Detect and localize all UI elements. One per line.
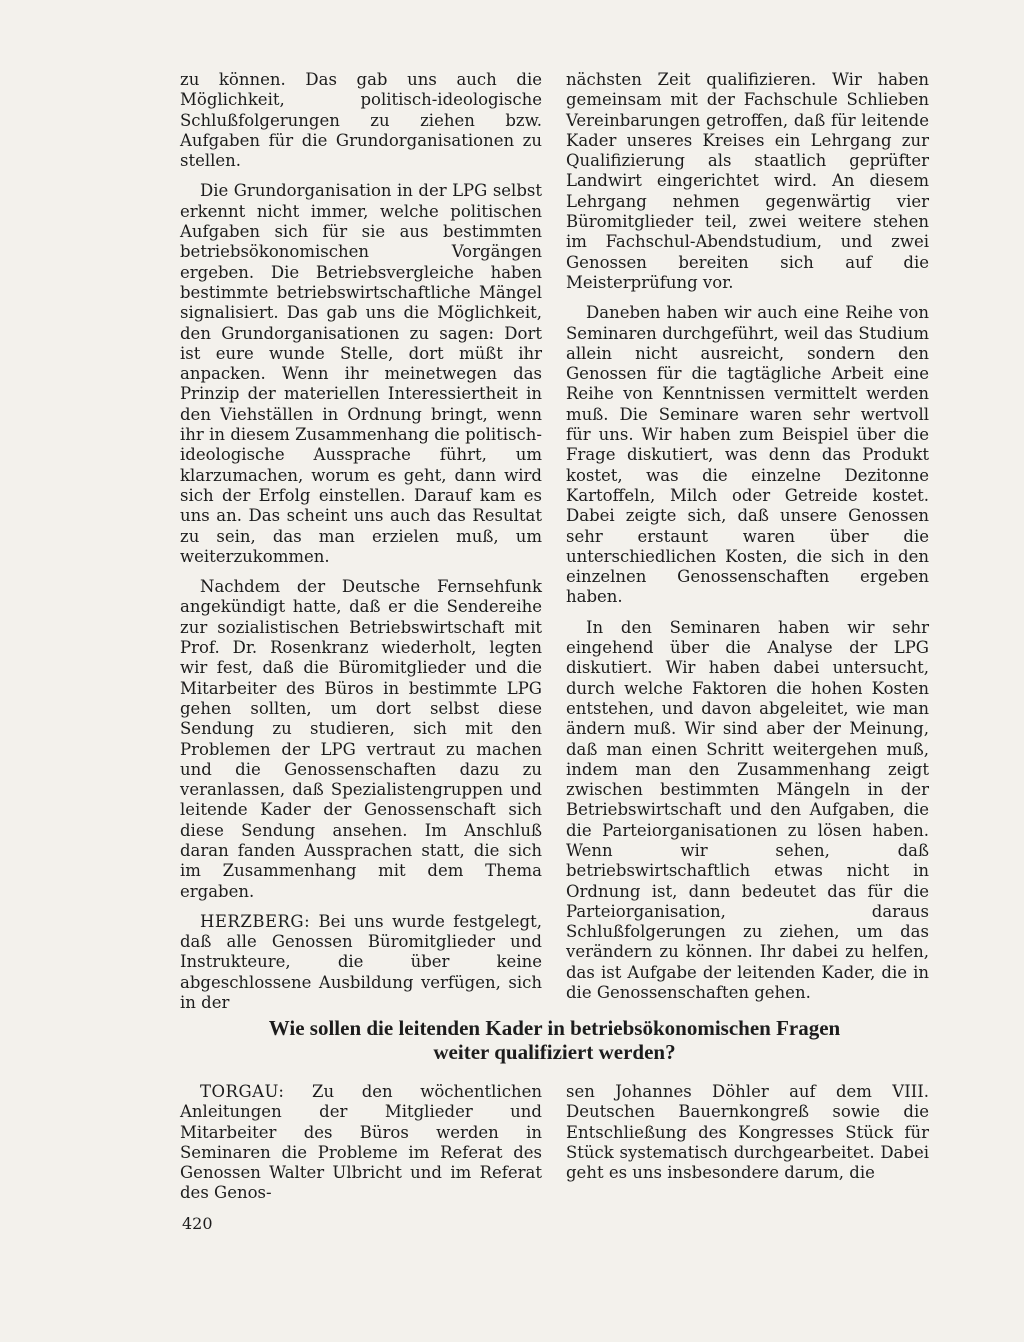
paragraph: zu können. Das gab uns auch die Möglichkeit, politisch-ideologische Schlußfolgerungen zu ziehen bzw. Aufgaben für die Grundorganisationen zu stellen.	[180, 70, 542, 171]
section-heading-line: Wie sollen die leitenden Kader in betriebsökonomischen Fragen	[268, 1016, 841, 1040]
paragraph: nächsten Zeit qualifizieren. Wir haben gemeinsam mit der Fachschule Schlieben Vereinbarungen getroffen, daß für leitende Kader unseres Kreises ein Lehrgang zur Qualifizierung als staatlich geprüfter Landwirt eingerichtet wird. An diesem Lehrgang nehmen gegenwärtig vier Büromitglieder teil, zwei weitere stehen im Fachschul-Abendstudium, und zwei Genossen bereiten sich auf die Meisterprüfung vor.	[566, 70, 929, 292]
text-column-right-bottom	[566, 1082, 929, 1193]
paragraph: sen Johannes Döhler auf dem VIII. Deutschen Bauernkongreß sowie die Entschließung des Kongresses Stück für Stück systematisch durchgearbeitet. Dabei geht es uns insbesondere darum, die	[566, 1082, 929, 1183]
speaker-label: HERZBERG:	[200, 911, 311, 931]
paragraph-text: Zu den wöchentlichen Anleitungen der Mitglieder und Mitarbeiter des Büros werden in Seminaren die Probleme im Referat des Genossen Walter Ulbricht und im Referat des Genos-	[180, 1082, 542, 1203]
paragraph: Nachdem der Deutsche Fernsehfunk angekündigt hatte, daß er die Sendereihe zur sozialistischen Betriebswirtschaft mit Prof. Dr. Rosenkranz wiederholt, legten wir fest, daß die Büromitglieder und die Mitarbeiter des Büros in bestimmte LPG gehen sollten, um dort selbst diese Sendung zu studieren, sich mit den Problemen der LPG vertraut zu machen und die Genossenschaften dazu zu veranlassen, daß Spezialistengruppen und leitende Kader der Genossenschaft sich diese Sendung ansehen. Im Anschluß daran fanden Aussprachen statt, die sich im Zusammenhang mit dem Thema ergaben.	[180, 577, 542, 901]
paragraph-text: Bei uns wurde festgelegt, daß alle Genossen Büromitglieder und Instrukteure, die über keine abgeschlossene Ausbildung verfügen, sich in der	[180, 911, 542, 1013]
section-heading-line: weiter qualifiziert werden?	[433, 1040, 676, 1064]
paragraph: Daneben haben wir auch eine Reihe von Seminaren durchgeführt, weil das Studium allein nicht ausreicht, sondern den Genossen für die tagtägliche Arbeit eine Reihe von Kenntnissen vermittelt werden muß. Die Seminare waren sehr wertvoll für uns. Wir haben zum Beispiel über die Frage diskutiert, was denn das Produkt kostet, was die einzelne Dezitonne Kartoffeln, Milch oder Getreide kostet. Dabei zeigte sich, daß unsere Genossen sehr erstaunt waren über die unterschiedlichen Kosten, die sich in den einzelnen Genossenschaften ergeben haben.	[566, 303, 929, 607]
text-column-left-top	[180, 70, 542, 1023]
page-number: 420	[182, 1214, 213, 1233]
text-column-right-top	[566, 70, 929, 1013]
paragraph	[180, 912, 542, 1013]
paragraph	[180, 1082, 542, 1204]
text-column-left-bottom	[180, 1082, 542, 1214]
paragraph: Die Grundorganisation in der LPG selbst erkennt nicht immer, welche politischen Aufgaben sich für sie aus bestimmten betriebsökonomischen Vorgängen ergeben. Die Betriebsvergleiche haben bestimmte betriebswirtschaftliche Mängel signalisiert. Das gab uns die Möglichkeit, den Grundorganisationen zu sagen: Dort ist eure wunde Stelle, dort müßt ihr anpacken. Wenn ihr meinetwegen das Prinzip der materiellen Interessiertheit in den Viehställen in Ordnung bringt, wenn ihr in diesem Zusammenhang die politisch-ideologische Aussprache führt, um klarzumachen, worum es geht, dann wird sich der Erfolg einstellen. Darauf kam es uns an. Das scheint uns auch das Resultat zu sein, das man erzielen muß, um weiterzukommen.	[180, 181, 542, 566]
paragraph: In den Seminaren haben wir sehr eingehend über die Analyse der LPG diskutiert. Wir haben dabei untersucht, durch welche Faktoren die hohen Kosten entstehen, und davon abgeleitet, wie man ändern muß. Wir sind aber der Meinung, daß man einen Schritt weitergehen muß, indem man den Zusammenhang zeigt zwischen bestimmten Mängeln in der Betriebswirtschaft und den Aufgaben, die die Parteiorganisationen zu lösen haben. Wenn wir sehen, daß betriebswirtschaftlich etwas nicht in Ordnung ist, dann bedeutet das für die Parteiorganisation, daraus Schlußfolgerungen zu ziehen, um das verändern zu können. Ihr dabei zu helfen, das ist Aufgabe der leitenden Kader, die in die Genossenschaften gehen.	[566, 617, 929, 1003]
speaker-label: TORGAU:	[200, 1082, 285, 1101]
section-heading	[180, 1016, 929, 1064]
